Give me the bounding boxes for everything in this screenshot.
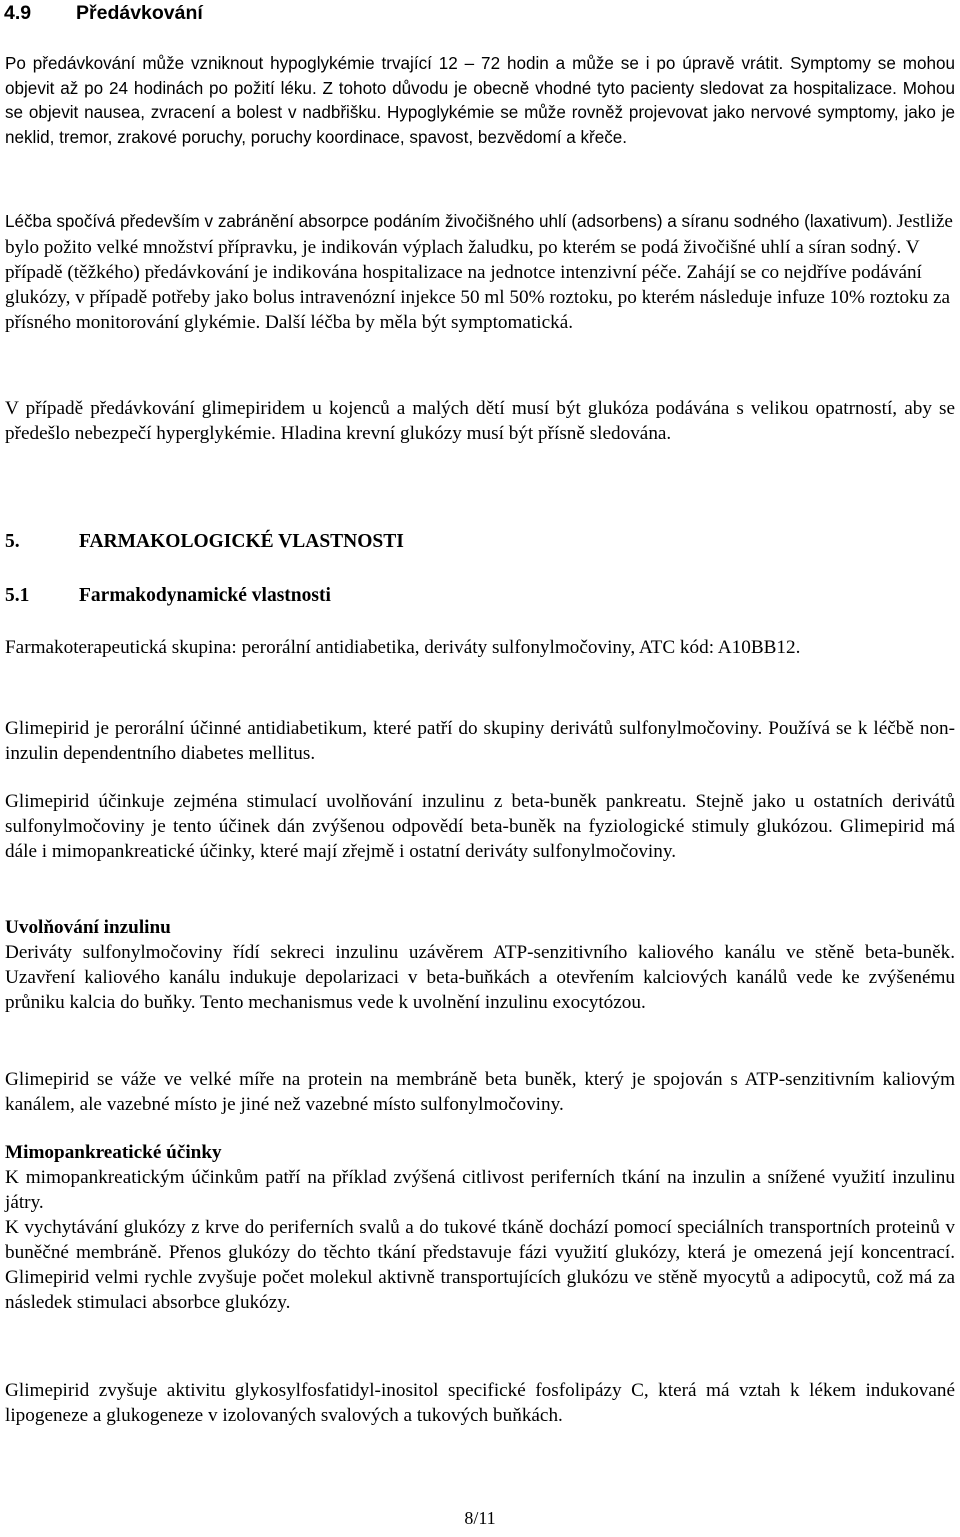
insulin-release-section	[5, 915, 955, 1015]
section-5-1-heading	[5, 583, 331, 609]
insulin-release-heading: Uvolňování inzulinu	[5, 917, 171, 938]
extrapancreatic-paragraph-1: K mimopankreatickým účinkům patří na příklad zvýšená citlivost periferních tkání na inzulin a snížené využití inzulinu játry.	[5, 1167, 955, 1213]
phospholipase-paragraph: Glimepirid zvyšuje aktivitu glykosylfosfatidyl-inositol specifické fosfolipázy C, která má vztah k lékem indukované lipogeneze a glukogeneze v izolovaných svalových a tukových buňkách.	[5, 1380, 955, 1426]
overdose-symptoms-paragraph: Po předávkování může vzniknout hypoglykémie trvající 12 – 72 hodin a může se i po úpravě vrátit. Symptomy se mohou objevit až po 24 hodinách po požití léku. Z tohoto důvodu je obecně vhodné tyto pacienty sledovat za hospitalizace. Mohou se objevit nausea, zvracení a bolest v nadbřišku. Hypoglykémie se může rovněž projevovat jako nervové symptomy, jako je neklid, tremor, zrakové poruchy, poruchy koordinace, spavost, bezvědomí a křeče.	[5, 54, 955, 147]
section-title: Farmakodynamické vlastnosti	[79, 585, 331, 606]
treatment-text-serif: Jestliže bylo požito velké množství přípravku, je indikován výplach žaludku, po kterém se podá živočišné uhlí a síran sodný. V případě (těžkého) předávkování je indikována hospitalizace na jednotce intenzivní péče. Zahájí se co nejdříve podávání glukózy, v případě potřeby jako bolus intravenózní injekce 50 ml 50% roztoku, po kterém následuje infuze 10% roztoku za přísného monitorování glykémie. Další léčba by měla být symptomatická.	[5, 211, 953, 333]
section-4-9-heading	[4, 0, 203, 26]
mechanism-paragraph: Glimepirid účinkuje zejména stimulací uvolňování inzulinu z beta-buněk pankreatu. Stejně jako u ostatních derivátů sulfonylmočoviny je tento účinek dán zvýšenou odpovědí beta-buněk na fyziologické stimuly glukózou. Glimepirid má dále i mimopankreatické účinky, které mají zřejmě i ostatní deriváty sulfonylmočoviny.	[5, 791, 955, 862]
pharmacotherapeutic-group-paragraph: Farmakoterapeutická skupina: perorální antidiabetika, deriváty sulfonylmočoviny, ATC kód: A10BB12.	[5, 637, 801, 658]
page-number: 8/11	[464, 1508, 496, 1528]
section-number: 5.1	[5, 585, 30, 606]
extrapancreatic-section	[5, 1140, 955, 1315]
extrapancreatic-heading: Mimopankreatické účinky	[5, 1142, 222, 1163]
extrapancreatic-paragraph-2: K vychytávání glukózy z krve do periferních svalů a do tukové tkáně dochází pomocí speciálních transportních proteinů v buněčné membráně. Přenos glukózy do těchto tkání představuje fázi využití glukózy, která je omezená její koncentrací. Glimepirid velmi rychle zvyšuje počet molekul aktivně transportujících glukózu ve stěně myocytů a adipocytů, což má za následek stimulaci absorbce glukózy.	[5, 1217, 955, 1313]
section-title: Předávkování	[76, 2, 203, 24]
glimepiride-description-paragraph: Glimepirid je perorální účinné antidiabetikum, které patří do skupiny derivátů sulfonylmočoviny. Používá se k léčbě non-inzulin dependentního diabetes mellitus.	[5, 718, 955, 764]
section-number: 4.9	[4, 2, 32, 24]
infant-overdose-paragraph: V případě předávkování glimepiridem u kojenců a malých dětí musí být glukóza podávána s velikou opatrností, aby se předešlo nebezpečí hyperglykémie. Hladina krevní glukózy musí být přísně sledována.	[5, 398, 955, 444]
section-title: FARMAKOLOGICKÉ VLASTNOSTI	[79, 531, 404, 552]
insulin-release-paragraph: Deriváty sulfonylmočoviny řídí sekreci inzulinu uzávěrem ATP-senzitivního kaliového kanálu ve stěně beta-buněk. Uzavření kaliového kanálu indukuje depolarizaci v beta-buňkách a otevřením kalciových kanálů vede ke zvýšenému průniku kalcia do buňky. Tento mechanismus vede k uvolnění inzulinu exocytózou.	[5, 942, 955, 1013]
overdose-treatment-paragraph	[5, 209, 955, 335]
atp-binding-paragraph: Glimepirid se váže ve velké míře na protein na membráně beta buněk, který je spojován s ATP-senzitivním kaliovým kanálem, ale vazebné místo je jiné než vazebné místo sulfonylmočoviny.	[5, 1069, 955, 1115]
section-number: 5.	[5, 531, 20, 552]
section-5-heading	[5, 529, 404, 555]
treatment-text-sans: Léčba spočívá především v zabránění absorpce podáním živočišného uhlí (adsorbens) a síranu sodného (laxativum).	[5, 212, 893, 231]
